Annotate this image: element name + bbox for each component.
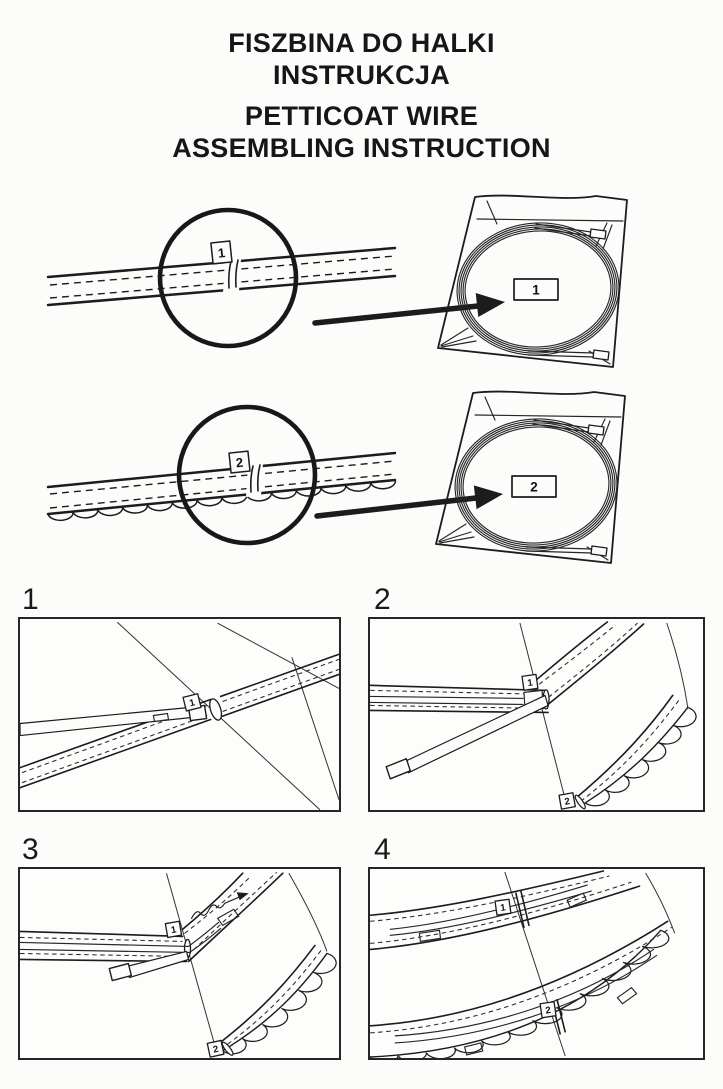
lower-channel-lace <box>370 921 672 1058</box>
skirt-edge <box>289 873 327 951</box>
wire-tip <box>617 988 636 1004</box>
part-tag-1-label: 1 <box>217 245 226 261</box>
title-line-en-2: ASSEMBLING INSTRUCTION <box>172 133 551 163</box>
upper-channel <box>370 622 643 712</box>
svg-text:1: 1 <box>526 677 534 690</box>
lace-scallop-edge <box>223 953 337 1053</box>
step-1-panel <box>18 617 341 812</box>
channel-mouth <box>207 697 223 721</box>
step-3-number: 3 <box>22 833 39 866</box>
title-line-en-1: PETTICOAT WIRE <box>244 101 479 131</box>
lower-channel-lace <box>574 695 696 810</box>
step-3-panel <box>18 867 341 1060</box>
step-4-number: 4 <box>374 833 391 866</box>
part-tag-1 <box>211 241 232 264</box>
figure-channel-2 <box>0 380 723 585</box>
channel-tag-1 <box>183 694 201 711</box>
wire-bag-2 <box>436 392 625 563</box>
channel-tag-2 <box>540 1002 556 1018</box>
bag-label-1: 1 <box>532 282 540 298</box>
svg-text:1: 1 <box>170 924 178 937</box>
part-tag-2 <box>229 451 250 473</box>
channel-tag-2 <box>559 793 575 809</box>
step-4-panel <box>368 867 705 1060</box>
channel-2-tape <box>48 453 395 520</box>
channel-tag-1 <box>165 921 181 937</box>
svg-text:1: 1 <box>499 902 507 915</box>
channel-mouth <box>574 794 587 810</box>
skirt-edge <box>667 623 688 707</box>
svg-text:2: 2 <box>212 1043 220 1056</box>
svg-text:2: 2 <box>544 1004 552 1017</box>
step-2-illustration <box>370 619 703 810</box>
step-1-number: 1 <box>22 583 39 616</box>
title-line-pl-2: INSTRUKCJA <box>272 60 450 90</box>
channel-tag-2 <box>207 1040 224 1057</box>
svg-text:2: 2 <box>563 796 571 808</box>
title-line-pl-1: FISZBINA DO HALKI <box>228 28 495 58</box>
upper-channel <box>20 872 283 961</box>
step-1-illustration <box>20 619 339 810</box>
figure-channel-1 <box>0 180 723 380</box>
wire-tip <box>386 759 410 779</box>
part-tag-2-label: 2 <box>235 454 244 471</box>
wire-bag-1 <box>438 196 627 367</box>
channel-tag-1 <box>495 899 511 915</box>
arrow-icon <box>315 293 505 323</box>
step-2-number: 2 <box>374 583 391 616</box>
channel-tag-1 <box>522 674 538 690</box>
wire-tip <box>109 964 131 981</box>
wire <box>386 695 548 778</box>
svg-text:1: 1 <box>188 697 197 710</box>
step-4-illustration <box>370 869 703 1058</box>
bag-label-2: 2 <box>530 479 538 495</box>
skirt-edge <box>646 873 675 933</box>
step-3-illustration <box>20 869 339 1058</box>
step-2-panel <box>368 617 705 812</box>
lower-channel-lace <box>219 945 337 1056</box>
